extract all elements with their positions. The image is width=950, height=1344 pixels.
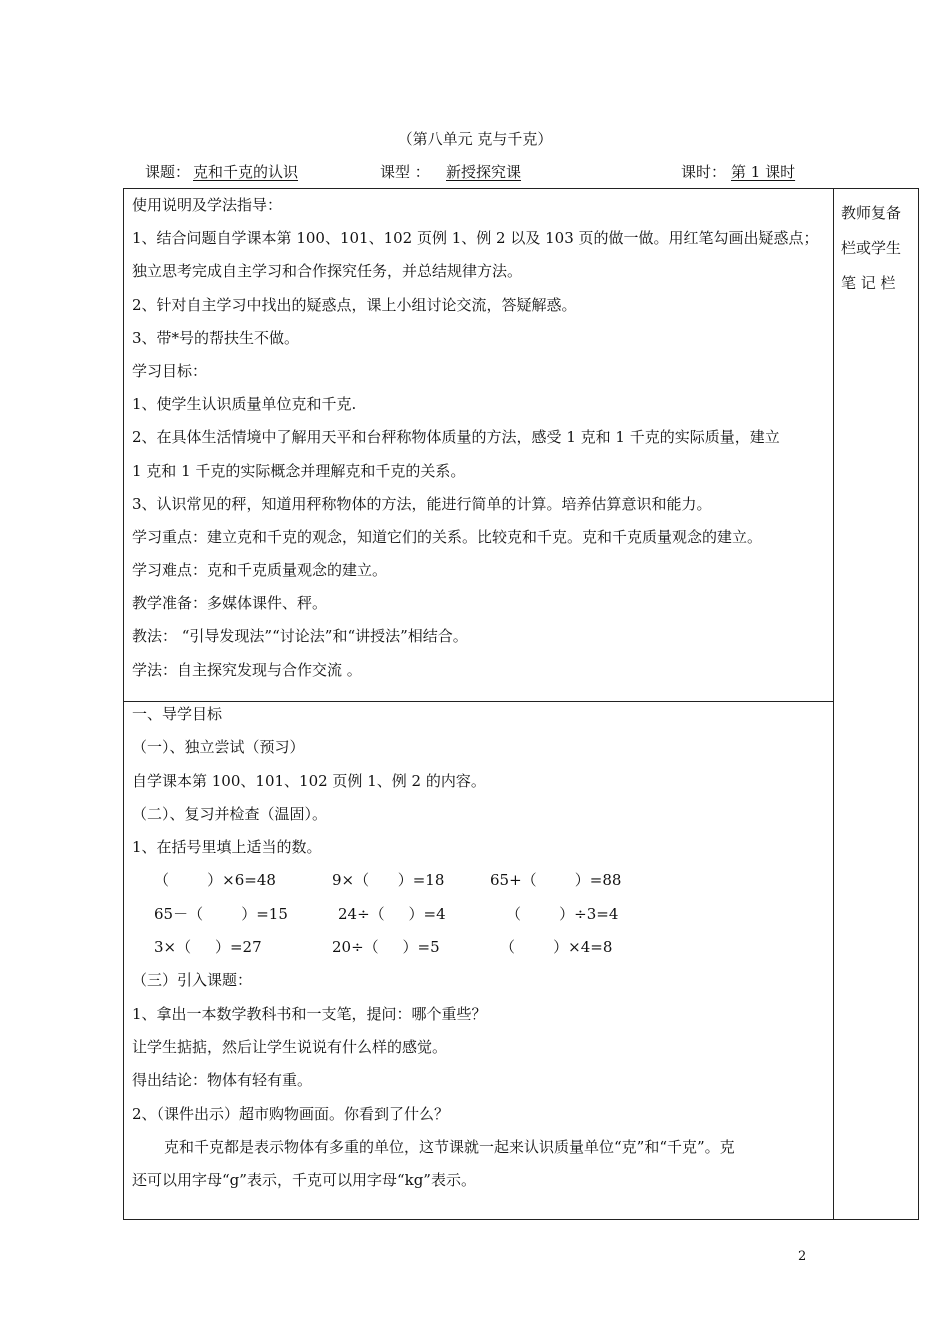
fill-blank-equation: 9×（ ）=18 xyxy=(332,871,445,890)
fill-blank-equation: （ ）×6=48 xyxy=(154,871,276,890)
type-label: 课型 ： xyxy=(380,163,430,181)
process-line: 得出结论：物体有轻有重。 xyxy=(132,1071,313,1090)
objective-line: 2、在具体生活情境中了解用天平和台秤称物体质量的方法，感受 1 克和 1 千克的实际质量，建立 xyxy=(132,428,780,447)
instruction-line: 独立思考完成自主学习和合作探究任务，并总结规律方法。 xyxy=(132,262,523,281)
lesson-process-cell xyxy=(132,698,828,1197)
period-value: 第 1 课时 xyxy=(731,163,796,181)
notes-column-header xyxy=(841,196,917,301)
instruction-line: 2、针对自主学习中找出的疑惑点，课上小组讨论交流，答疑解惑。 xyxy=(132,295,577,314)
equation-row xyxy=(132,864,828,897)
equation-row xyxy=(132,931,828,964)
key-points-line: 学习重点：建立克和千克的观念，知道它们的关系。比较克和千克。克和千克质量观念的建立。 xyxy=(132,527,763,546)
process-line: 自学课本第 100、101、102 页例 1、例 2 的内容。 xyxy=(132,771,486,790)
section-heading: 一、导学目标 xyxy=(132,705,223,723)
fill-blank-equation: 24÷（ ）=4 xyxy=(338,904,446,923)
fill-blank-equation: 20÷（ ）=5 xyxy=(332,938,440,957)
learning-method-line: 学法：自主探究发现与合作交流 。 xyxy=(132,660,362,679)
period-label: 课时： xyxy=(681,163,727,181)
instruction-line: 1、结合问题自学课本第 100、101、102 页例 1、例 2 以及 103 页的做一做。用红笔勾画出疑惑点； xyxy=(132,229,819,248)
page-number: 2 xyxy=(798,1249,807,1264)
objective-line: 1 克和 1 千克的实际概念并理解克和千克的关系。 xyxy=(132,461,466,480)
exercise-prompt: 1、在括号里填上适当的数。 xyxy=(132,838,322,857)
type-value: 新授探究课 xyxy=(446,163,522,181)
subsection-heading: （一）、独立尝试（预习） xyxy=(132,738,305,757)
side-note-line: 笔 记 栏 xyxy=(841,274,896,292)
instructions-heading: 使用说明及学法指导： xyxy=(132,196,283,214)
teaching-method-line: 教法： “引导发现法”“讨论法”和“讲授法”相结合。 xyxy=(132,627,468,646)
difficulty-line: 学习难点：克和千克质量观念的建立。 xyxy=(132,561,388,580)
objective-line: 3、认识常见的秤，知道用秤称物体的方法，能进行简单的计算。培养估算意识和能力。 xyxy=(132,494,712,513)
process-line: 1、拿出一本数学教科书和一支笔，提问：哪个重些？ xyxy=(132,1004,487,1023)
subsection-heading: （二）、复习并检查（温固）。 xyxy=(132,804,328,823)
side-note-line: 栏或学生 xyxy=(841,239,902,257)
paragraph-line: 还可以用字母“g”表示，千克可以用字母“kg”表示。 xyxy=(132,1171,476,1190)
fill-blank-equation: 3×（ ）=27 xyxy=(154,938,262,957)
subsection-heading: （三）引入课题： xyxy=(132,971,253,990)
preparation-line: 教学准备：多媒体课件、秤。 xyxy=(132,594,328,613)
fill-blank-equation: 65－（ ）=15 xyxy=(154,904,288,923)
fill-blank-equation: （ ）×4=8 xyxy=(500,938,613,957)
topic-value: 克和千克的认识 xyxy=(193,163,299,181)
objective-line: 1、使学生认识质量单位克和千克. xyxy=(132,395,357,414)
instructions-cell xyxy=(132,189,828,687)
process-line: 2、（课件出示）超市购物画面。你看到了什么？ xyxy=(132,1104,450,1123)
objectives-heading: 学习目标： xyxy=(132,361,208,380)
paragraph-line: 克和千克都是表示物体有多重的单位，这节课就一起来认识质量单位“克”和“千克”。克 xyxy=(164,1137,735,1156)
lesson-meta-row xyxy=(0,161,950,183)
instruction-line: 3、带*号的帮扶生不做。 xyxy=(132,328,300,347)
process-line: 让学生掂掂，然后让学生说说有什么样的感觉。 xyxy=(132,1037,448,1056)
topic-label: 课题： xyxy=(145,163,191,181)
side-note-line: 教师复备 xyxy=(841,204,902,222)
fill-blank-equation: （ ）÷3=4 xyxy=(506,904,619,923)
column-divider xyxy=(833,188,834,1220)
equation-row xyxy=(132,898,828,931)
fill-blank-equation: 65+（ ）=88 xyxy=(490,871,622,890)
unit-title: （第八单元 克与千克） xyxy=(397,130,553,148)
